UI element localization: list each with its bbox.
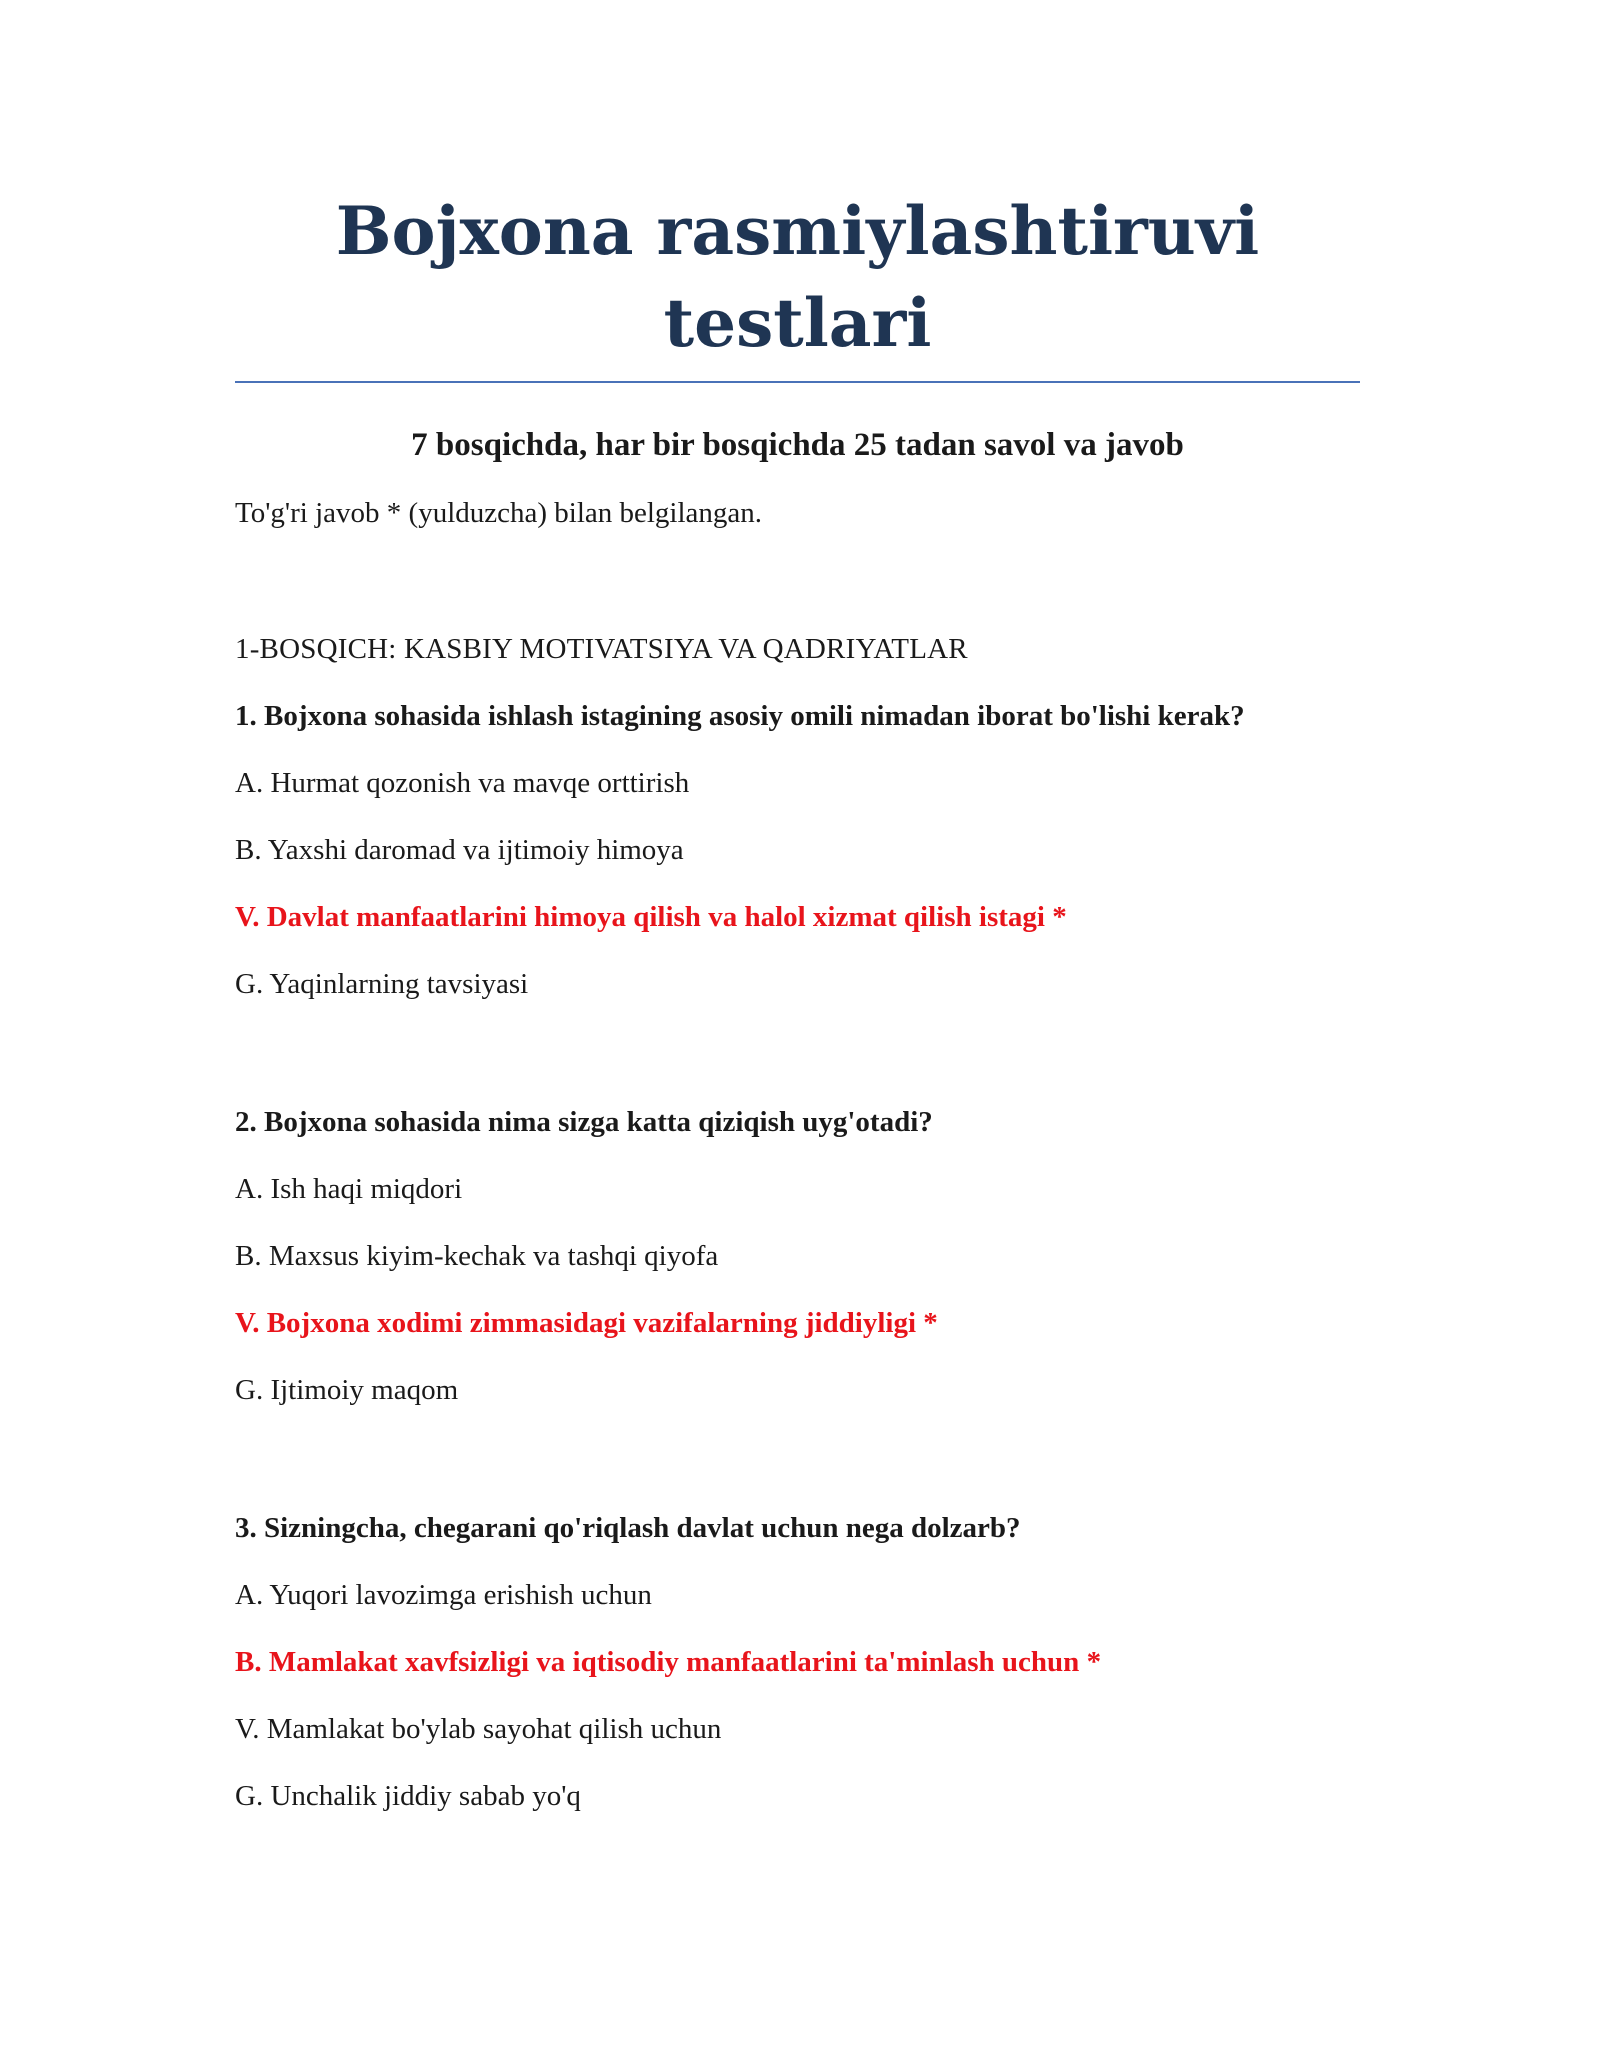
- document-subtitle: 7 bosqichda, har bir bosqichda 25 tadan savol va javob: [411, 427, 1184, 463]
- correct-answer-option: B. Mamlakat xavfsizligi va iqtisodiy manfaatlarini ta'minlash uchun *: [235, 1646, 1102, 1678]
- correct-answer-option: V. Bojxona xodimi zimmasidagi vazifalarning jiddiyligi *: [235, 1307, 938, 1339]
- answer-option: V. Mamlakat bo'ylab sayohat qilish uchun: [235, 1713, 722, 1745]
- question-text: 3. Sizningcha, chegarani qo'riqlash davlat uchun nega dolzarb?: [235, 1512, 1021, 1544]
- question-block: [235, 1104, 1360, 1408]
- answer-option: A. Hurmat qozonish va mavqe orttirish: [235, 767, 690, 799]
- answer-option: B. Maxsus kiyim-kechak va tashqi qiyofa: [235, 1240, 719, 1272]
- answer-option: B. Yaxshi daromad va ijtimoiy himoya: [235, 834, 684, 866]
- question-block: [235, 1510, 1360, 1814]
- question-text: 1. Bojxona sohasida ishlash istagining asosiy omili nimadan iborat bo'lishi kerak?: [235, 700, 1245, 732]
- answer-option: G. Ijtimoiy maqom: [235, 1374, 459, 1406]
- answer-option: A. Ish haqi miqdori: [235, 1173, 463, 1205]
- answer-option: G. Unchalik jiddiy sabab yo'q: [235, 1780, 581, 1812]
- correct-answer-option: V. Davlat manfaatlarini himoya qilish va halol xizmat qilish istagi *: [235, 901, 1067, 933]
- answer-key-note: To'g'ri javob * (yulduzcha) bilan belgilangan.: [235, 497, 763, 529]
- section-heading: 1-BOSQICH: KASBIY MOTIVATSIYA VA QADRIYATLAR: [235, 633, 968, 665]
- answer-option: A. Yuqori lavozimga erishish uchun: [235, 1579, 652, 1611]
- document-title: Bojxona rasmiylashtiruvi testlari: [335, 192, 1260, 362]
- title-divider: [235, 381, 1360, 383]
- answer-option: G. Yaqinlarning tavsiyasi: [235, 968, 529, 1000]
- document-content: [235, 185, 1360, 1814]
- question-text: 2. Bojxona sohasida nima sizga katta qiziqish uyg'otadi?: [235, 1106, 933, 1138]
- question-block: [235, 667, 1360, 1002]
